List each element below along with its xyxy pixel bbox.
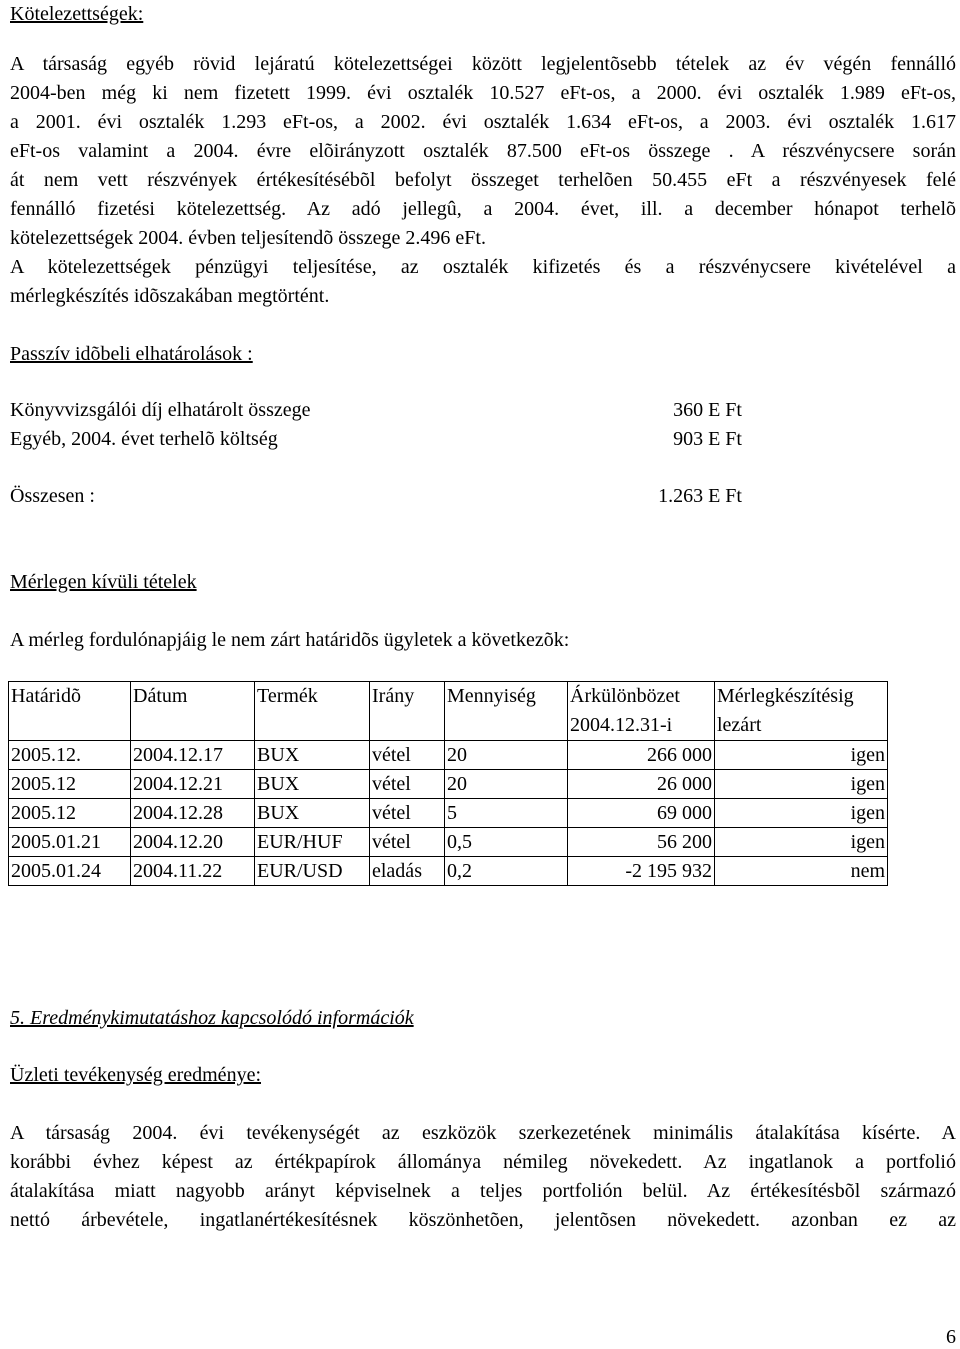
text-line: nettó árbevétele, ingatlanértékesítésnek köszönhetõen, jelentõsen növekedett. azonban ez az	[10, 1209, 956, 1231]
derivatives-table	[8, 681, 888, 886]
table-cell: 56 200	[568, 828, 715, 857]
table-cell: -2 195 932	[568, 857, 715, 886]
table-cell: 2004.12.21	[131, 770, 255, 799]
table-cell: igen	[715, 799, 888, 828]
subheading-uzleti-eredmeny: Üzleti tevékenység eredménye:	[10, 1064, 261, 1086]
table-row	[9, 741, 888, 770]
page-number: 6	[946, 1326, 956, 1348]
text-line: kötelezettségek 2004. évben teljesítendõ összege 2.496 eFt.	[10, 227, 486, 249]
table-cell: igen	[715, 828, 888, 857]
text-line: A társaság 2004. évi tevékenységét az eszközök szerkezetének minimális átalakítása kísérte. A	[10, 1122, 956, 1144]
table-row	[9, 799, 888, 828]
text-line: korábbi évhez képest az értékpapírok állománya némileg növekedett. Az ingatlanok a portfolió	[10, 1151, 956, 1173]
column-header: Irány	[370, 682, 445, 741]
table-cell: 266 000	[568, 741, 715, 770]
section-heading-kotelezettsegek: Kötelezettségek:	[10, 3, 144, 25]
text-line: át nem vett részvények értékesítésébõl befolyt összeget terhelõen 50.455 eFt a részvényesek felé	[10, 169, 956, 191]
table-cell: 2004.12.28	[131, 799, 255, 828]
column-header: Mennyiség	[445, 682, 568, 741]
table-cell: 2004.12.17	[131, 741, 255, 770]
table-cell: BUX	[255, 770, 370, 799]
paragraph-eredmeny	[10, 1119, 956, 1235]
table-cell: 2005.01.21	[9, 828, 131, 857]
accrual-value: 360 E Ft	[673, 399, 742, 421]
table-cell: 2005.12	[9, 799, 131, 828]
derivatives-intro: A mérleg fordulónapjáig le nem zárt határidõs ügyletek a következõk:	[10, 629, 570, 651]
text-line: fennálló fizetési kötelezettség. Az adó jellegû, a 2004. évet, ill. a december hónapot terhelõ	[10, 198, 956, 220]
column-header: Termék	[255, 682, 370, 741]
table-cell: EUR/HUF	[255, 828, 370, 857]
table-cell: BUX	[255, 741, 370, 770]
table-cell: igen	[715, 741, 888, 770]
column-header: Árkülönbözet 2004.12.31-i	[568, 682, 715, 741]
table-cell: 2005.12.	[9, 741, 131, 770]
table-cell: 5	[445, 799, 568, 828]
table-cell: 2004.12.20	[131, 828, 255, 857]
text-line: a 2001. évi osztalék 1.293 eFt-os, a 2002. évi osztalék 1.634 eFt-os, a 2003. évi osztalék 1.617	[10, 111, 956, 133]
accrual-total-value: 1.263 E Ft	[658, 485, 742, 507]
table-cell: igen	[715, 770, 888, 799]
table-cell: 20	[445, 770, 568, 799]
table-cell: vétel	[370, 770, 445, 799]
table-cell: 2005.01.24	[9, 857, 131, 886]
table-cell: eladás	[370, 857, 445, 886]
table-cell: 0,5	[445, 828, 568, 857]
accrual-total-label: Összesen :	[10, 485, 95, 507]
table-cell: BUX	[255, 799, 370, 828]
text-line: 2004-ben még ki nem fizetett 1999. évi osztalék 10.527 eFt-os, a 2000. évi osztalék 1.989 eFt-os,	[10, 82, 956, 104]
table-cell: nem	[715, 857, 888, 886]
text-line: eFt-os valamint a 2004. évre elõirányzott osztalék 87.500 eFt-os összege . A részvénycsere során	[10, 140, 956, 162]
paragraph-kotelezettsegek	[10, 50, 956, 311]
table-row	[9, 770, 888, 799]
column-header: Határidõ	[9, 682, 131, 741]
section-heading-passziv: Passzív idõbeli elhatárolások :	[10, 343, 253, 365]
table-cell: EUR/USD	[255, 857, 370, 886]
table-cell: 69 000	[568, 799, 715, 828]
table-cell: vétel	[370, 799, 445, 828]
accrual-label: Egyéb, 2004. évet terhelõ költség	[10, 428, 278, 450]
table-row	[9, 828, 888, 857]
column-header: Mérlegkészítésig lezárt	[715, 682, 888, 741]
table-cell: vétel	[370, 828, 445, 857]
section-heading-eredmeny: 5. Eredménykimutatáshoz kapcsolódó információk	[10, 1007, 414, 1029]
table-header-row	[9, 682, 888, 741]
accrual-label: Könyvvizsgálói díj elhatárolt összege	[10, 399, 311, 421]
table-cell: 20	[445, 741, 568, 770]
text-line: A társaság egyéb rövid lejáratú kötelezettségei között legjelentõsebb tételek az év végén fennálló	[10, 53, 956, 75]
column-header: Dátum	[131, 682, 255, 741]
table-cell: vétel	[370, 741, 445, 770]
text-line: A kötelezettségek pénzügyi teljesítése, az osztalék kifizetés és a részvénycsere kivételével a	[10, 256, 956, 278]
text-line: mérlegkészítés idõszakában megtörtént.	[10, 285, 330, 307]
table-row	[9, 857, 888, 886]
accrual-value: 903 E Ft	[673, 428, 742, 450]
table-cell: 26 000	[568, 770, 715, 799]
section-heading-merlegen-kivuli: Mérlegen kívüli tételek	[10, 571, 197, 593]
table-cell: 0,2	[445, 857, 568, 886]
table-cell: 2005.12	[9, 770, 131, 799]
table-cell: 2004.11.22	[131, 857, 255, 886]
text-line: átalakítása miatt nagyobb arányt képviselnek a teljes portfolión belül. Az értékesítésbõl származó	[10, 1180, 956, 1202]
